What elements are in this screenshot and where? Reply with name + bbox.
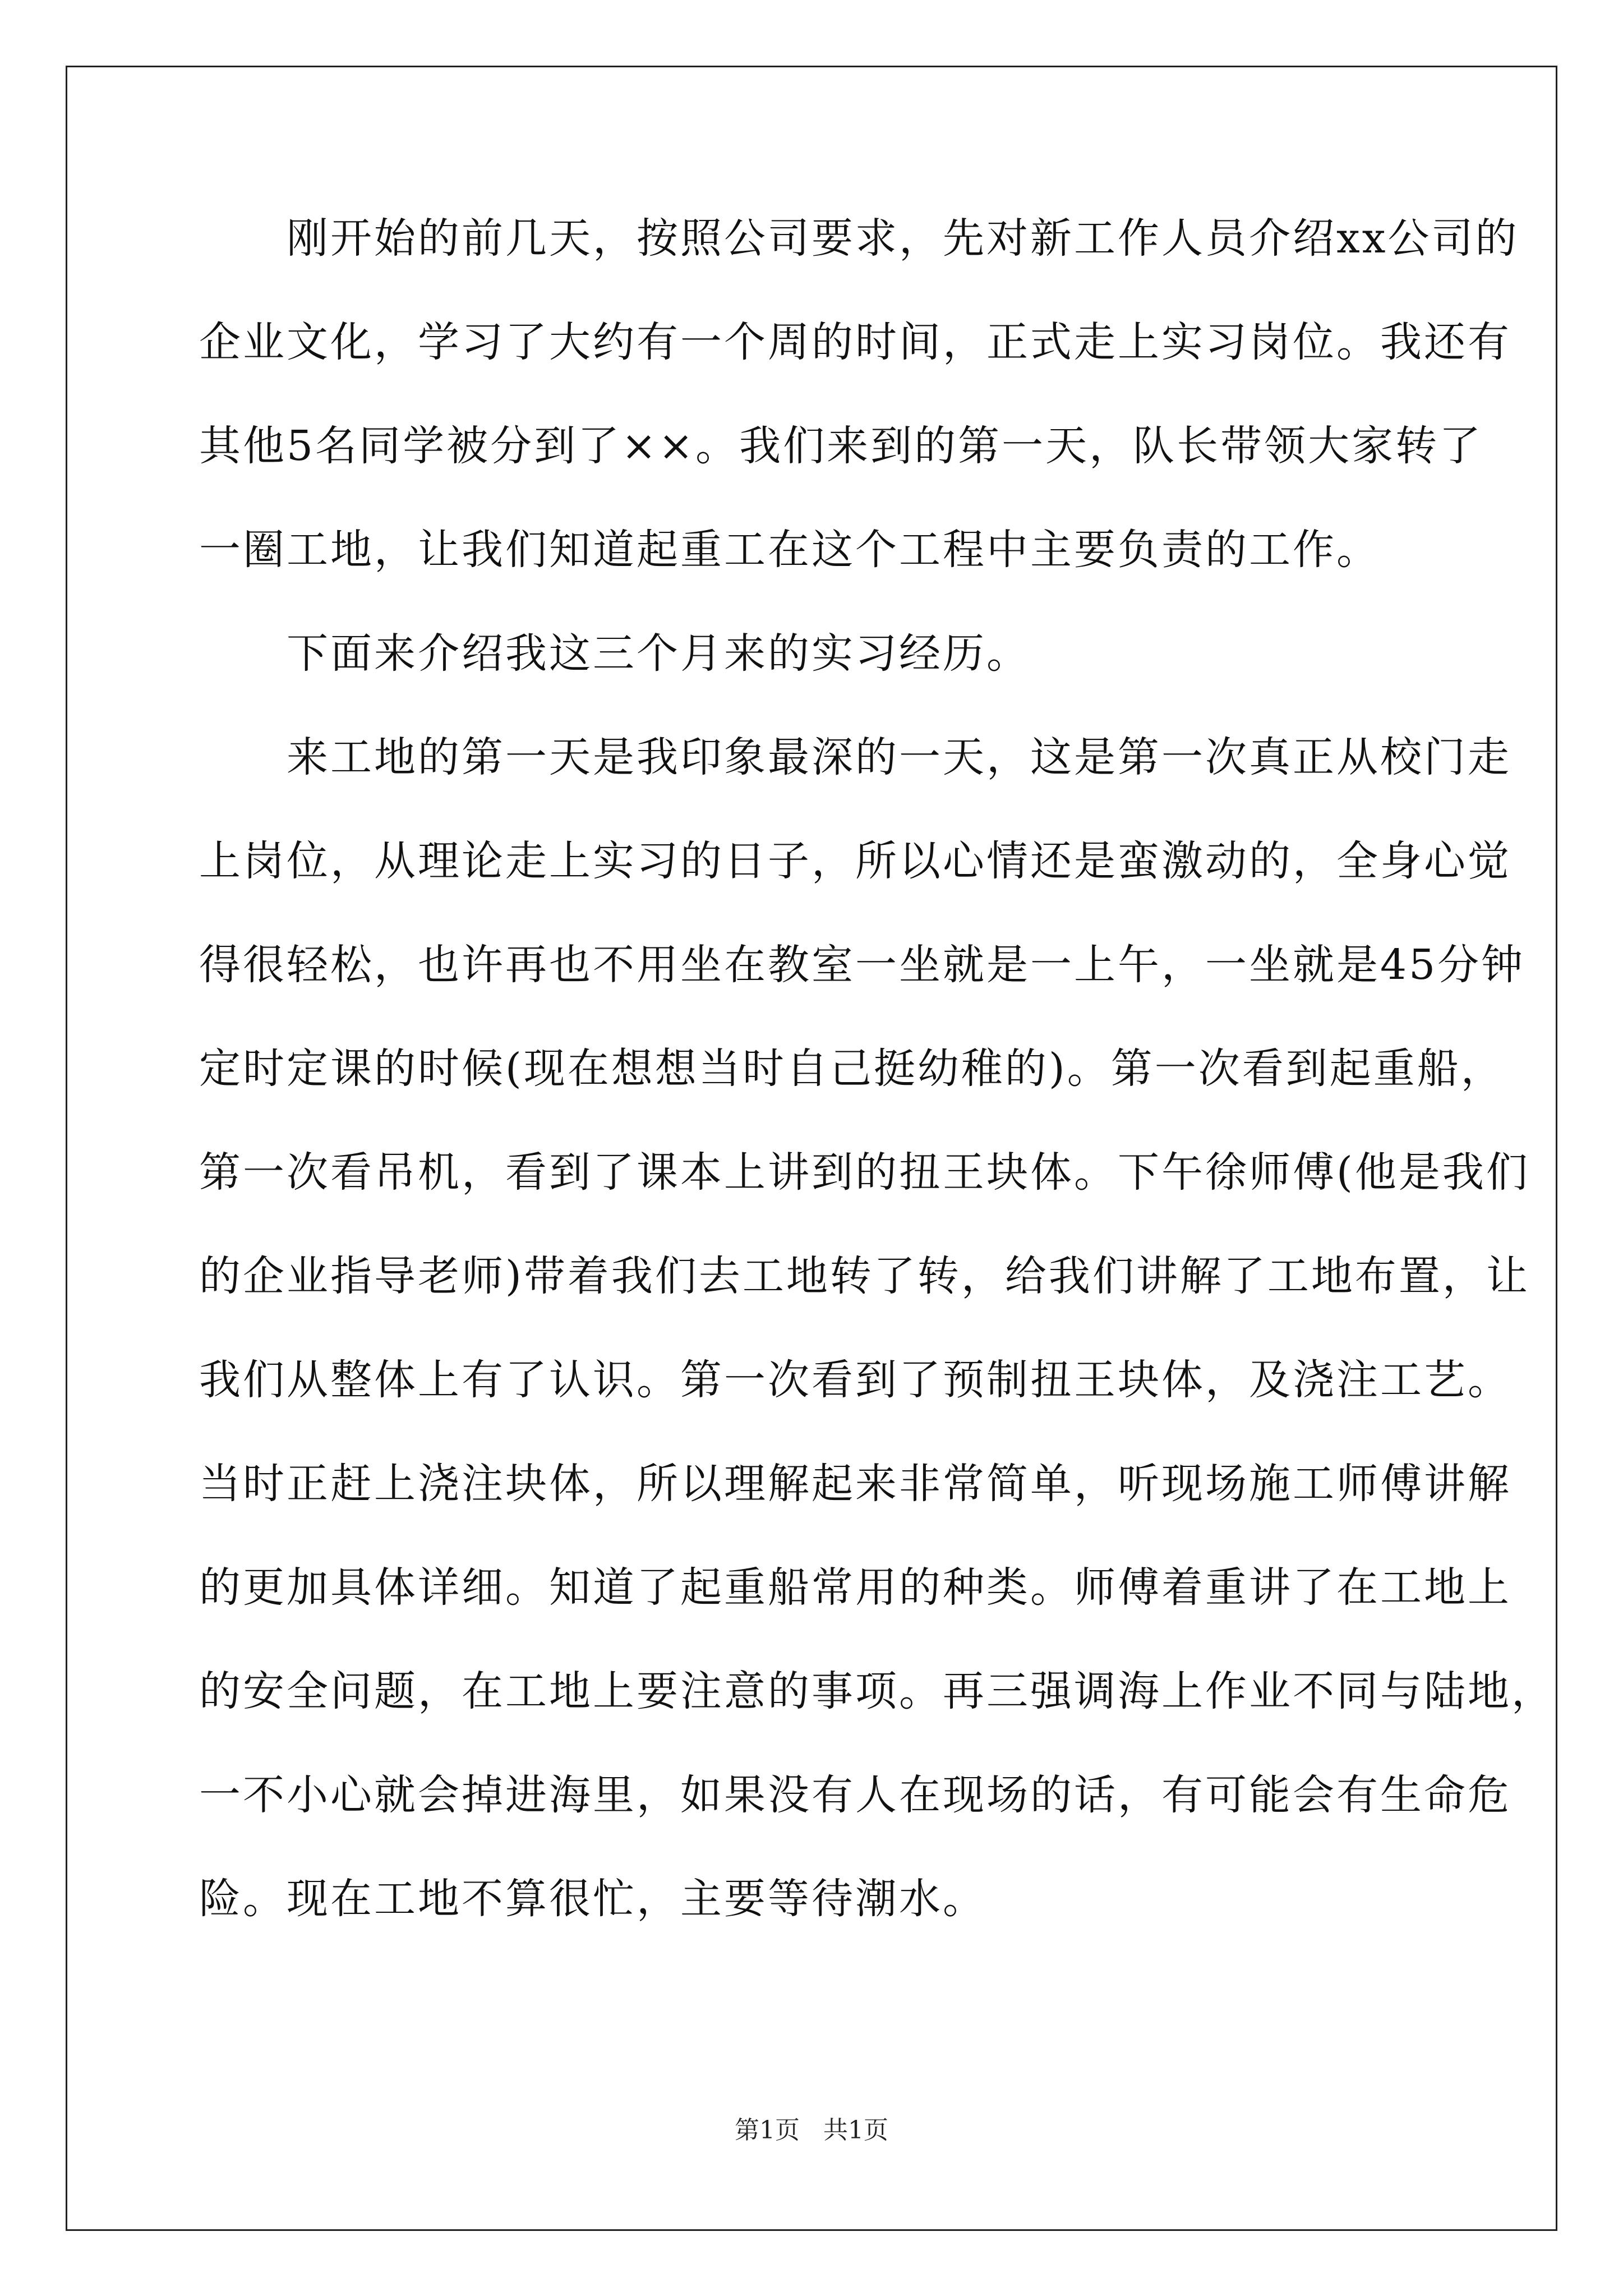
text-line: 当时正赶上浇注块体，所以理解起来非常简单，听现场施工师傅讲解 — [199, 1460, 1511, 1508]
text-line: 其他5名同学被分到了××。我们来到的第一天，队长带领大家转了 — [199, 422, 1483, 470]
text-line: 得很轻松，也许再也不用坐在教室一坐就是一上午，一坐就是45分钟 — [199, 941, 1525, 989]
text-line: 刚开始的前几天，按照公司要求，先对新工作人员介绍xx公司的 — [199, 214, 1519, 263]
text-line: 定时定课的时候(现在想想当时自己挺幼稚的)。第一次看到起重船， — [199, 1045, 1505, 1093]
page-footer — [0, 2114, 1623, 2147]
text-line: 一不小心就会掉进海里，如果没有人在现场的话，有可能会有生命危 — [199, 1771, 1511, 1819]
text-line: 上岗位，从理论走上实习的日子，所以心情还是蛮激动的，全身心觉 — [199, 837, 1511, 885]
text-line: 的企业指导老师)带着我们去工地转了转，给我们讲解了工地布置，让 — [199, 1252, 1530, 1300]
page-total: 共1页 — [823, 2116, 888, 2145]
text-line: 险。现在工地不算很忙，主要等待潮水。 — [199, 1875, 986, 1923]
text-line: 下面来介绍我这三个月来的实习经历。 — [199, 629, 1030, 678]
page-number: 第1页 — [735, 2116, 800, 2145]
text-line: 的安全问题，在工地上要注意的事项。再三强调海上作业不同与陆地， — [199, 1667, 1555, 1715]
text-line: 来工地的第一天是我印象最深的一天，这是第一次真正从校门走 — [199, 733, 1511, 781]
text-line: 第一次看吊机，看到了课本上讲到的扭王块体。下午徐师傅(他是我们 — [199, 1148, 1530, 1197]
text-line: 的更加具体详细。知道了起重船常用的种类。师傅着重讲了在工地上 — [199, 1563, 1511, 1612]
text-line: 我们从整体上有了认识。第一次看到了预制扭王块体，及浇注工艺。 — [199, 1356, 1511, 1404]
text-line: 一圈工地，让我们知道起重工在这个工程中主要负责的工作。 — [199, 526, 1380, 574]
text-line: 企业文化，学习了大约有一个周的时间，正式走上实习岗位。我还有 — [199, 318, 1511, 366]
